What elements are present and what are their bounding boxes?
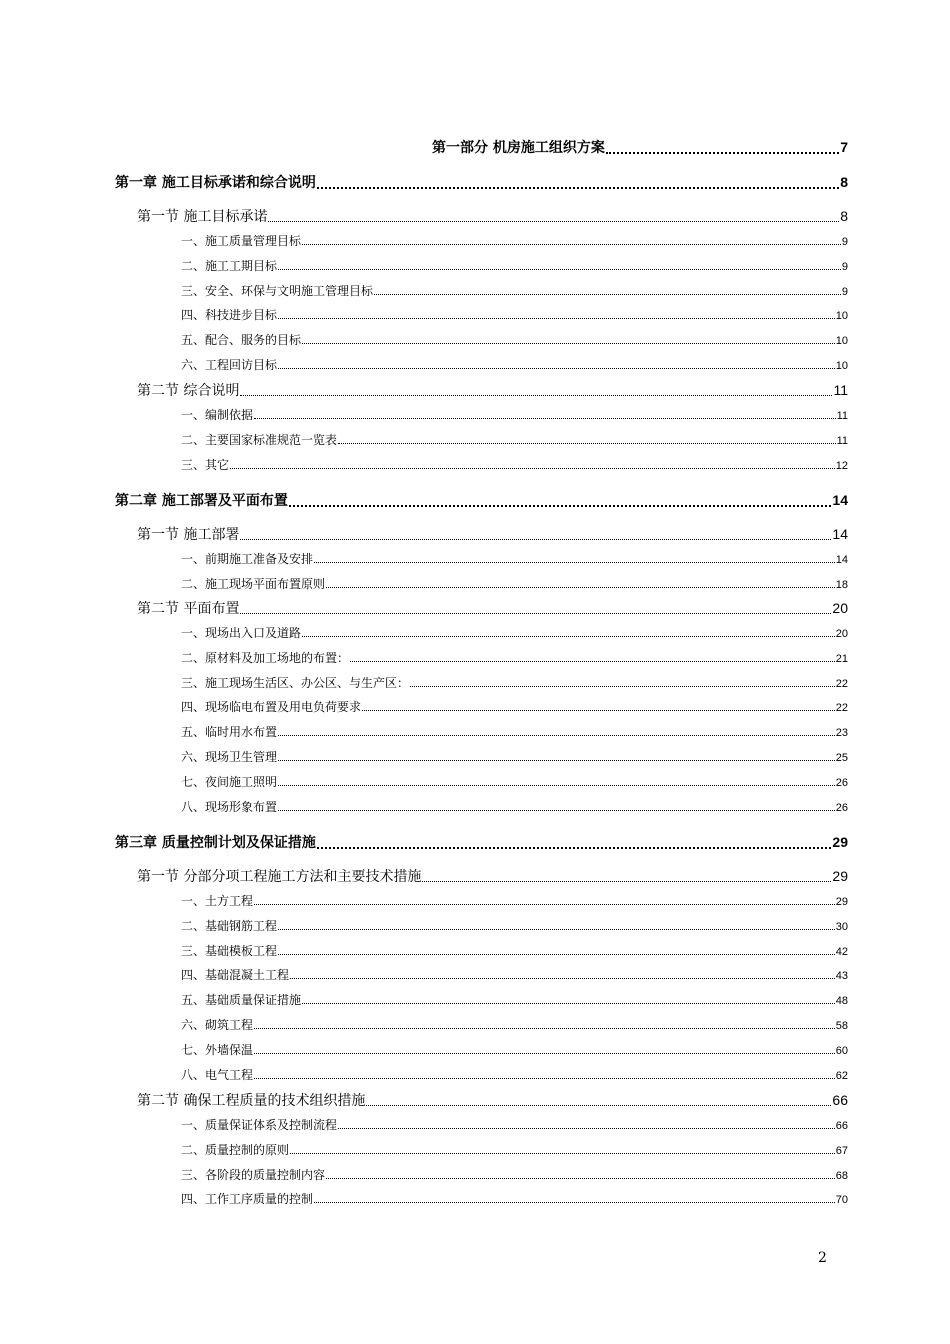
toc-entry-label: 第二节 综合说明	[137, 383, 240, 399]
toc-entry-label: 第一节 施工目标承诺	[137, 209, 268, 225]
toc-item-entry[interactable]	[181, 406, 848, 423]
toc-chapter-entry[interactable]	[115, 490, 848, 510]
leader-dots	[302, 636, 835, 637]
toc-entry-label: 三、施工现场生活区、办公区、与生产区：	[181, 676, 410, 690]
toc-section-entry[interactable]	[137, 1090, 848, 1110]
toc-item-entry[interactable]	[181, 232, 848, 249]
toc-chapter-entry[interactable]	[115, 832, 848, 852]
toc-entry-page: 7	[840, 139, 848, 155]
toc-entry-label: 七、夜间施工照明	[181, 775, 278, 789]
leader-dots	[278, 368, 835, 369]
toc-item-entry[interactable]	[181, 1141, 848, 1158]
toc-entry-page: 10	[835, 360, 848, 372]
toc-entry-label: 四、基础混凝土工程	[181, 968, 290, 982]
leader-dots	[278, 929, 835, 930]
toc-entry-label: 二、主要国家标准规范一览表	[181, 433, 338, 447]
toc-entry-label: 一、质量保证体系及控制流程	[181, 1118, 338, 1132]
leader-dots	[317, 187, 839, 189]
toc-section-entry[interactable]	[137, 524, 848, 544]
toc-item-entry[interactable]	[181, 649, 848, 666]
toc-entry-page: 9	[841, 286, 848, 298]
leader-dots	[302, 1003, 835, 1004]
toc-item-entry[interactable]	[181, 917, 848, 934]
leader-dots	[410, 686, 835, 687]
leader-dots	[317, 847, 832, 849]
leader-dots	[278, 269, 841, 270]
leader-dots	[290, 978, 835, 979]
toc-entry-label: 七、外墙保温	[181, 1043, 254, 1057]
toc-item-entry[interactable]	[181, 550, 848, 567]
toc-entry-label: 三、安全、环保与文明施工管理目标	[181, 284, 374, 298]
toc-entry-label: 第一部分 机房施工组织方案	[432, 140, 605, 156]
leader-dots	[230, 468, 835, 469]
leader-dots	[278, 785, 835, 786]
toc-entry-label: 六、现场卫生管理	[181, 750, 278, 764]
toc-entry-label: 一、土方工程	[181, 894, 254, 908]
toc-item-entry[interactable]	[181, 1166, 848, 1183]
toc-entry-page: 10	[835, 310, 848, 322]
leader-dots	[268, 221, 839, 222]
toc-section-entry[interactable]	[137, 380, 848, 400]
toc-item-entry[interactable]	[181, 624, 848, 641]
toc-entry-page: 66	[835, 1120, 848, 1132]
toc-section-entry[interactable]	[137, 866, 848, 886]
toc-item-entry[interactable]	[181, 723, 848, 740]
leader-dots	[254, 904, 835, 905]
toc-entry-label: 三、各阶段的质量控制内容	[181, 1168, 326, 1182]
toc-entry-label: 第二节 平面布置	[137, 601, 240, 617]
toc-entry-label: 二、施工现场平面布置原则	[181, 577, 326, 591]
toc-entry-page: 62	[835, 1070, 848, 1082]
toc-entry-page: 11	[836, 410, 848, 422]
toc-entry-page: 70	[835, 1194, 848, 1206]
toc-entry-label: 五、基础质量保证措施	[181, 993, 302, 1007]
toc-item-entry[interactable]	[181, 991, 848, 1008]
toc-section-entry[interactable]	[137, 206, 848, 226]
toc-section-entry[interactable]	[137, 598, 848, 618]
toc-entry-label: 一、前期施工准备及安排	[181, 552, 314, 566]
toc-item-entry[interactable]	[181, 942, 848, 959]
toc-entry-page: 67	[835, 1145, 848, 1157]
leader-dots	[366, 1105, 831, 1106]
toc-item-entry[interactable]	[181, 773, 848, 790]
toc-entry-page: 60	[835, 1045, 848, 1057]
toc-entry-label: 一、现场出入口及道路	[181, 626, 302, 640]
leader-dots	[338, 443, 836, 444]
toc-entry-page: 11	[836, 435, 848, 447]
leader-dots	[422, 881, 831, 882]
toc-entry-page: 22	[835, 678, 848, 690]
toc-entry-page: 21	[835, 653, 848, 665]
leader-dots	[278, 318, 835, 319]
toc-item-entry[interactable]	[181, 331, 848, 348]
toc-item-entry[interactable]	[181, 1041, 848, 1058]
toc-entry-page: 26	[835, 777, 848, 789]
leader-dots	[240, 395, 832, 396]
leader-dots	[278, 760, 835, 761]
toc-entry-page: 26	[835, 802, 848, 814]
toc-entry-page: 29	[832, 868, 848, 884]
toc-entry-label: 一、施工质量管理目标	[181, 234, 302, 248]
toc-entry-page: 30	[835, 921, 848, 933]
toc-entry-page: 22	[835, 702, 848, 714]
toc-entry-page: 29	[835, 896, 848, 908]
leader-dots	[302, 343, 835, 344]
page-number: 2	[818, 1250, 827, 1266]
toc-entry-label: 第一节 施工部署	[137, 527, 240, 543]
toc-entry-label: 三、基础模板工程	[181, 944, 278, 958]
toc-entry-page: 9	[841, 261, 848, 273]
toc-entry-page: 14	[832, 492, 848, 508]
toc-item-entry[interactable]	[181, 748, 848, 765]
leader-dots	[254, 1078, 835, 1079]
toc-item-entry[interactable]	[181, 257, 848, 274]
toc-entry-label: 第一节 分部分项工程施工方法和主要技术措施	[137, 869, 422, 885]
toc-entry-page: 42	[835, 946, 848, 958]
toc-entry-label: 八、现场形象布置	[181, 800, 278, 814]
toc-entry-label: 第二章 施工部署及平面布置	[115, 493, 288, 509]
toc-entry-label: 五、配合、服务的目标	[181, 333, 302, 347]
toc-item-entry[interactable]	[181, 1066, 848, 1083]
leader-dots	[290, 1153, 835, 1154]
toc-entry-page: 8	[840, 208, 848, 224]
toc-entry-label: 四、工作工序质量的控制	[181, 1192, 314, 1206]
toc-part-entry[interactable]	[432, 137, 848, 157]
toc-item-entry[interactable]	[181, 798, 848, 815]
toc-entry-label: 二、基础钢筋工程	[181, 919, 278, 933]
toc-item-entry[interactable]	[181, 456, 848, 473]
toc-entry-page: 10	[835, 335, 848, 347]
toc-entry-page: 14	[832, 526, 848, 542]
toc-entry-page: 23	[835, 727, 848, 739]
toc-entry-label: 第二节 确保工程质量的技术组织措施	[137, 1093, 366, 1109]
toc-entry-label: 五、临时用水布置	[181, 725, 278, 739]
toc-entry-page: 66	[832, 1092, 848, 1108]
leader-dots	[278, 954, 835, 955]
leader-dots	[278, 810, 835, 811]
leader-dots	[240, 613, 831, 614]
leader-dots	[326, 587, 835, 588]
leader-dots	[289, 505, 832, 507]
toc-item-entry[interactable]	[181, 674, 848, 691]
leader-dots	[314, 1202, 835, 1203]
leader-dots	[254, 418, 836, 419]
toc-entry-label: 四、现场临电布置及用电负荷要求	[181, 700, 362, 714]
toc-item-entry[interactable]	[181, 306, 848, 323]
toc-item-entry[interactable]	[181, 356, 848, 373]
toc-entry-page: 18	[835, 579, 848, 591]
toc-entry-label: 第三章 质量控制计划及保证措施	[115, 835, 316, 851]
leader-dots	[374, 294, 841, 295]
toc-entry-page: 25	[835, 752, 848, 764]
toc-entry-label: 一、编制依据	[181, 408, 254, 422]
leader-dots	[326, 1178, 835, 1179]
toc-entry-label: 六、砌筑工程	[181, 1018, 254, 1032]
toc-chapter-entry[interactable]	[115, 172, 848, 192]
leader-dots	[254, 1053, 835, 1054]
leader-dots	[338, 1128, 835, 1129]
toc-entry-page: 11	[833, 382, 848, 398]
toc-entry-page: 20	[835, 628, 848, 640]
leader-dots	[278, 735, 835, 736]
leader-dots	[240, 539, 831, 540]
leader-dots	[350, 661, 835, 662]
toc-entry-label: 第一章 施工目标承诺和综合说明	[115, 175, 316, 191]
toc-entry-label: 二、质量控制的原则	[181, 1143, 290, 1157]
toc-item-entry[interactable]	[181, 431, 848, 448]
toc-item-entry[interactable]	[181, 698, 848, 715]
leader-dots	[302, 244, 841, 245]
leader-dots	[314, 562, 835, 563]
toc-item-entry[interactable]	[181, 1190, 848, 1207]
leader-dots	[606, 152, 839, 154]
toc-entry-label: 八、电气工程	[181, 1068, 254, 1082]
toc-entry-label: 二、施工工期目标	[181, 259, 278, 273]
toc-entry-label: 二、原材料及加工场地的布置：	[181, 651, 350, 665]
toc-entry-page: 48	[835, 995, 848, 1007]
leader-dots	[362, 710, 835, 711]
toc-entry-page: 20	[832, 600, 848, 616]
toc-entry-label: 六、工程回访目标	[181, 358, 278, 372]
toc-item-entry[interactable]	[181, 575, 848, 592]
toc-item-entry[interactable]	[181, 1116, 848, 1133]
toc-item-entry[interactable]	[181, 892, 848, 909]
leader-dots	[254, 1028, 835, 1029]
toc-entry-page: 29	[832, 834, 848, 850]
toc-entry-page: 68	[835, 1170, 848, 1182]
toc-entry-label: 三、其它	[181, 458, 230, 472]
toc-item-entry[interactable]	[181, 1016, 848, 1033]
toc-entry-page: 14	[835, 554, 848, 566]
toc-item-entry[interactable]	[181, 282, 848, 299]
toc-entry-page: 9	[841, 236, 848, 248]
toc-entry-page: 8	[840, 174, 848, 190]
toc-entry-page: 43	[835, 970, 848, 982]
toc-entry-page: 12	[835, 460, 848, 472]
toc-item-entry[interactable]	[181, 966, 848, 983]
toc-entry-label: 四、科技进步目标	[181, 308, 278, 322]
toc-entry-page: 58	[835, 1020, 848, 1032]
